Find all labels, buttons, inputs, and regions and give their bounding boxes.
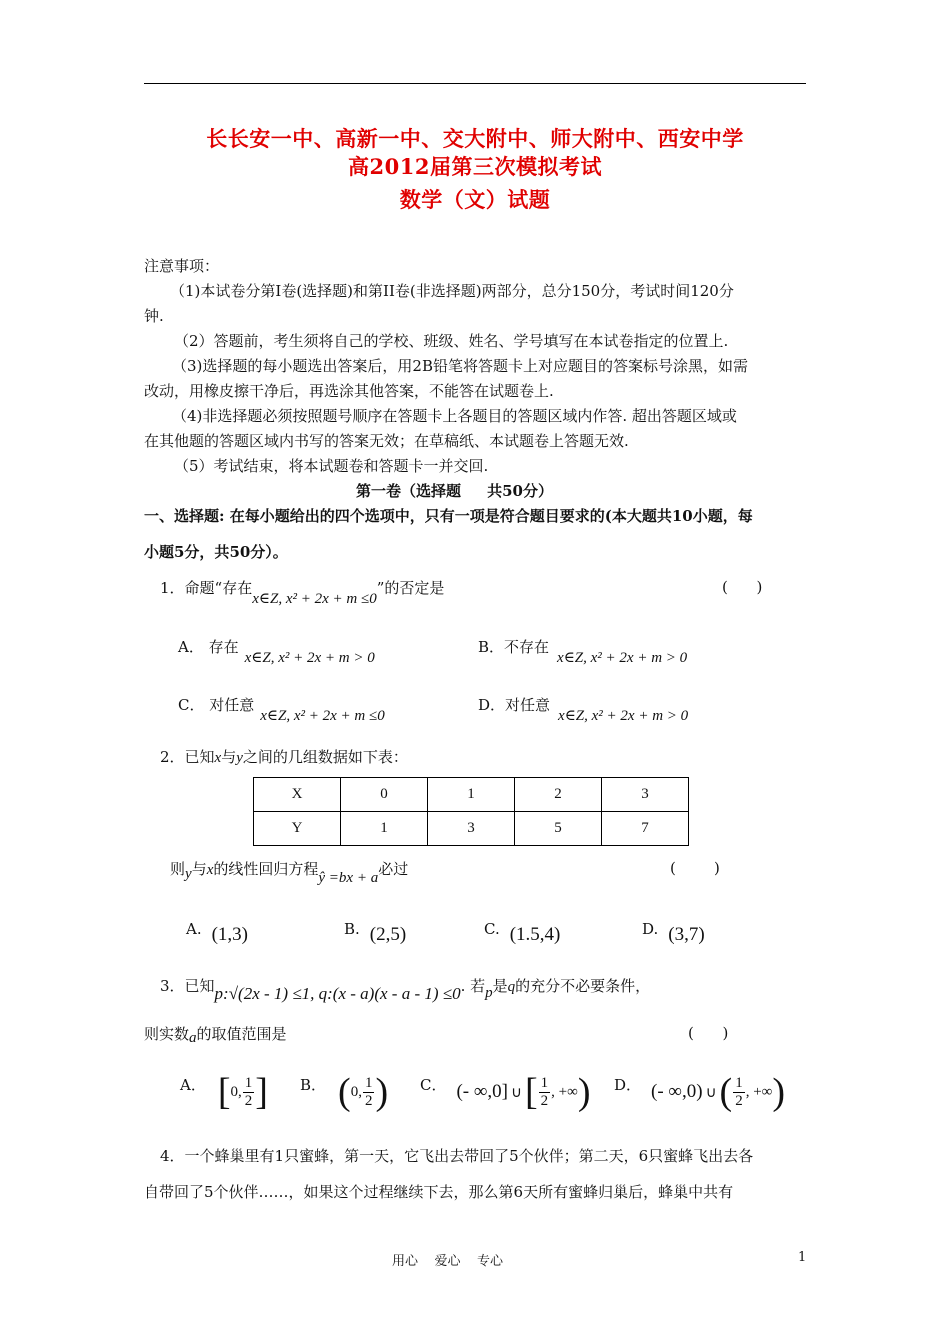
q2-option-c (484, 918, 561, 945)
table-cell: 7 (602, 812, 689, 846)
note-4b: 在其他题的答题区域内书写的答案无效；在草稿纸、本试题卷上答题无效. (144, 432, 629, 450)
q3-c-plus-inf: , +∞ (551, 1083, 578, 1100)
q1-answer-paren: ( ) (722, 578, 763, 596)
note-2: （2）答题前，考生须将自己的学校、班级、姓名、学号填写在本试卷指定的位置上. (174, 332, 729, 350)
q2-mid: 与 (221, 748, 237, 766)
frac-den: 2 (364, 1092, 373, 1109)
q2-b-label: B. (344, 920, 360, 938)
section-instruction-a: 一、选择题: 在每小题给出的四个选项中，只有一项是符合题目要求的(本大题共10小题，每 (144, 507, 753, 525)
frac-num: 1 (735, 1074, 743, 1091)
table-row (254, 778, 689, 812)
q1-d-math: x∈Z, x² + 2x + m > 0 (558, 708, 689, 724)
fraction-half (363, 1075, 375, 1110)
frac-num: 1 (540, 1074, 549, 1091)
fraction-half (243, 1075, 255, 1110)
q2-line2-a: 则 (170, 860, 186, 878)
q3-a-var: a (189, 1030, 197, 1046)
q1-b-math: x∈Z, x² + 2x + m > 0 (557, 650, 688, 666)
section-instruction-b: 小题5分，共50分）。 (144, 543, 288, 561)
frac-num: 1 (364, 1074, 373, 1091)
frac-den: 2 (735, 1092, 743, 1109)
q1-stem-post: ”的否定是 (376, 579, 445, 597)
q1-c-math: x∈Z, x² + 2x + m ≤0 (260, 708, 385, 724)
q3-answer-paren: ( ) (688, 1024, 729, 1042)
q2-option-b (344, 918, 407, 945)
q2-option-d (642, 918, 705, 945)
q3-q: q (507, 979, 516, 995)
q1-stem-pre: 1．命题“存在 (160, 579, 253, 597)
paren-close: ) (577, 1071, 591, 1113)
table-cell: Y (254, 812, 341, 846)
q2-a-value: (1,3) (211, 924, 249, 945)
q3-d-label: D． (614, 1075, 642, 1094)
q3-stem-post: 的充分不必要条件， (515, 977, 651, 995)
q2-stem-pre: 2．已知 (160, 748, 215, 766)
q3-stem-pre: 3．已知 (160, 977, 215, 995)
bracket-close: ] (255, 1071, 268, 1113)
q3-d-left-interval: (- ∞,0) (651, 1081, 703, 1102)
table-cell: 1 (428, 778, 515, 812)
q3-condition: p:√(2x - 1) ≤1, q:(x - a)(x - a - 1) ≤0 (214, 984, 461, 1003)
q2-b-value: (2,5) (369, 924, 407, 945)
q1-option-d (478, 694, 689, 724)
q3-c-left-interval: (- ∞,0] (456, 1081, 509, 1102)
note-1b: 钟. (144, 307, 164, 325)
table-cell: 3 (602, 778, 689, 812)
q3-line2 (144, 1024, 287, 1045)
frac-num: 1 (244, 1074, 253, 1091)
footer-motto: 用心 爱心 专心 (392, 1254, 504, 1269)
q3-stem (160, 976, 651, 1003)
section-title: 第一卷（选择题 共50分） (356, 482, 553, 500)
paren-close: ) (375, 1071, 389, 1113)
note-1a: （1)本试卷分第I卷(选择题)和第II卷(非选择题)两部分，总分150分，考试时间120分 (170, 282, 734, 300)
q1-c-label: C． 对任意 (178, 696, 255, 714)
q2-y: y (236, 750, 243, 766)
q2-line2-b: 与 (191, 860, 207, 878)
q3-d-cup: ∪ (705, 1084, 717, 1101)
q2-x: x (214, 750, 222, 766)
q1-option-b (478, 636, 688, 666)
table-cell: 0 (341, 778, 428, 812)
bracket-open: [ (217, 1071, 231, 1113)
q1-stem (160, 578, 445, 607)
q3-p: p (485, 985, 493, 1001)
q2-answer-paren: ( ) (670, 859, 720, 877)
paren-open: ( (719, 1071, 733, 1113)
q2-data-table (253, 777, 689, 846)
note-3b: 改动，用橡皮擦干净后，再选涂其他答案，不能答在试题卷上. (144, 382, 554, 400)
q3-option-c (420, 1072, 590, 1112)
bracket-open: [ (525, 1071, 538, 1113)
fraction-half (733, 1075, 745, 1110)
table-cell: 5 (515, 812, 602, 846)
header-rule (144, 83, 806, 84)
q3-c-cup: ∪ (511, 1084, 522, 1101)
frac-den: 2 (540, 1092, 549, 1109)
title-line-1: 长长安一中、高新一中、交大附中、师大附中、西安中学 (206, 126, 744, 151)
fraction-half (539, 1075, 551, 1110)
q3-b-zero: 0 (350, 1083, 359, 1100)
q1-stem-math: x∈Z, x² + 2x + m ≤0 (252, 591, 377, 607)
q2-line2-y: y (185, 866, 192, 882)
q1-a-math: x∈Z, x² + 2x + m > 0 (244, 650, 375, 666)
q2-line2-d: 必过 (378, 860, 409, 878)
q2-line2 (170, 859, 409, 886)
notes-heading: 注意事项： (144, 257, 220, 275)
q1-d-label: D．对任意 (478, 696, 551, 714)
q3-b-label: B． (300, 1075, 327, 1094)
q1-option-c (178, 694, 385, 724)
q3-is: 是 (492, 977, 508, 995)
q2-equation: ŷ =bx + a (318, 870, 379, 886)
paren-open: ( (338, 1071, 351, 1113)
note-3a: （3)选择题的每小题选出答案后，用2B铅笔将答题卡上对应题目的答案标号涂黑，如需 (172, 357, 748, 375)
table-cell: 1 (341, 812, 428, 846)
q4-line2: 自带回了5个伙伴……，如果这个过程继续下去，那么第6天所有蜜蜂归巢后，蜂巢中共有 (144, 1183, 734, 1201)
paren-close: ) (772, 1071, 786, 1113)
q3-option-b (300, 1072, 388, 1112)
note-5: （5）考试结束，将本试题卷和答题卡一并交回. (174, 457, 489, 475)
q1-b-label: B．不存在 (478, 638, 550, 656)
q2-stem-post: 之间的几组数据如下表： (242, 748, 408, 766)
q3-option-d (614, 1072, 785, 1112)
frac-den: 2 (244, 1092, 253, 1109)
comma: , (358, 1083, 362, 1100)
q2-stem (160, 747, 408, 768)
q1-a-label: A． 存在 (178, 638, 239, 656)
table-cell: 2 (515, 778, 602, 812)
q2-line2-c: 的线性回归方程 (213, 860, 319, 878)
q3-option-a (180, 1072, 268, 1112)
q2-option-a (186, 918, 249, 945)
title-line-3: 数学（文）试题 (399, 187, 551, 212)
table-row (254, 812, 689, 846)
q3-stem-mid: . 若 (460, 977, 486, 995)
q2-d-label: D. (642, 920, 659, 938)
q2-c-label: C. (484, 920, 500, 938)
table-cell: X (254, 778, 341, 812)
comma: , (238, 1083, 242, 1100)
page-number: 1 (798, 1250, 807, 1265)
q3-c-label: C． (420, 1075, 447, 1094)
table-cell: 3 (428, 812, 515, 846)
q2-d-value: (3,7) (668, 924, 705, 945)
q3-d-plus-inf: , +∞ (745, 1083, 773, 1100)
q2-a-label: A. (186, 920, 202, 938)
q3-a-label: A． (180, 1075, 206, 1094)
title-line-2: 高2012届第三次模拟考试 (348, 154, 602, 179)
q3-a-zero: 0 (230, 1083, 238, 1100)
q4-line1: 4．一个蜂巢里有1只蜜蜂，第一天，它飞出去带回了5个伙伴；第二天，6只蜜蜂飞出去各 (160, 1147, 754, 1165)
note-4a: （4)非选择题必须按照题号顺序在答题卡上各题目的答题区域内作答. 超出答题区域或 (172, 407, 737, 425)
q2-line2-x: x (206, 862, 214, 878)
q2-c-value: (1.5,4) (509, 924, 561, 945)
q1-option-a (178, 636, 375, 666)
q3-line2-pre: 则实数 (144, 1025, 190, 1043)
q3-line2-post: 的取值范围是 (196, 1025, 287, 1043)
